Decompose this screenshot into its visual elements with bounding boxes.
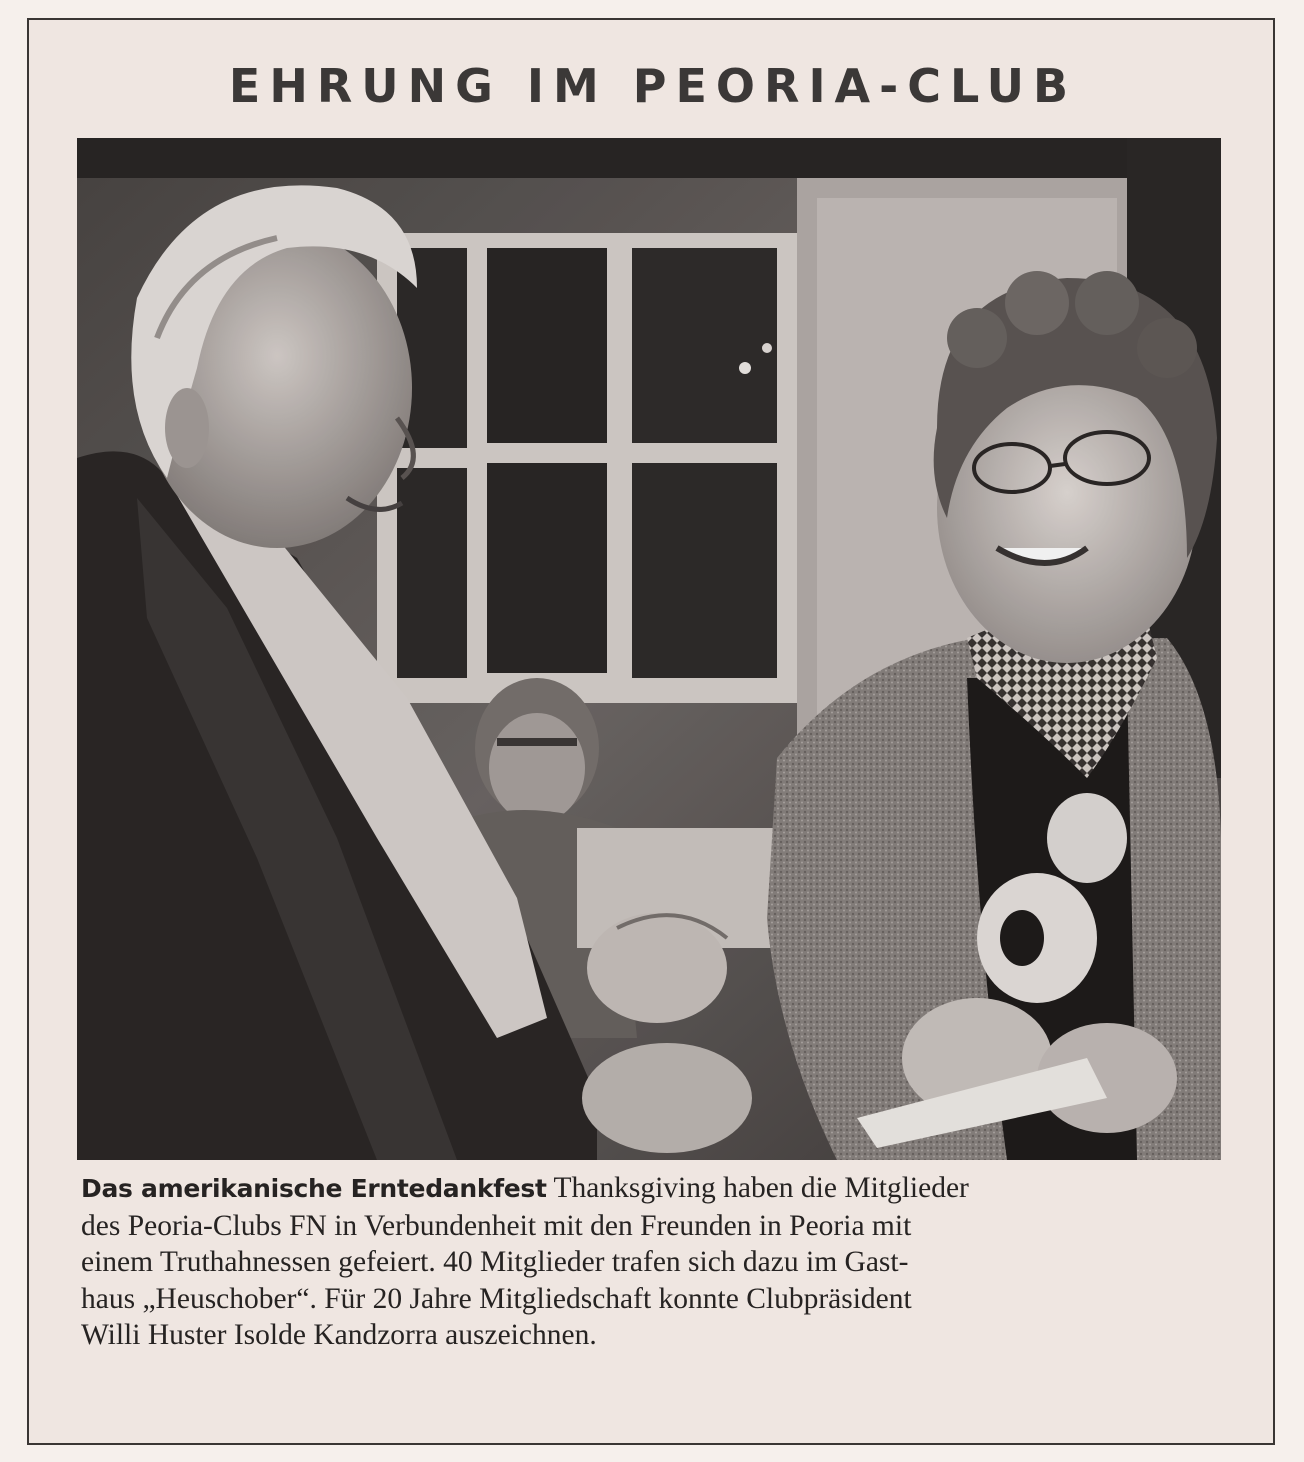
caption-line-1-rest: Thanksgiving haben die Mitglieder [546, 1172, 969, 1204]
headline: EHRUNG IM PEORIA-CLUB [228, 59, 1078, 113]
caption-line-4: haus „Heuschober“. Für 20 Jahre Mitgliedschaft konnte Clubpräsident [81, 1282, 912, 1315]
caption-lead: Das amerikanische Erntedankfest [81, 1174, 547, 1203]
photo-illustration [77, 138, 1221, 1160]
caption-line-1 [81, 1170, 1221, 1208]
photo-caption [81, 1170, 1221, 1354]
caption-line-3: einem Truthahnessen gefeiert. 40 Mitglieder trafen sich dazu im Gast- [81, 1246, 909, 1278]
newspaper-clipping [27, 18, 1275, 1445]
news-photo [77, 138, 1221, 1160]
caption-line-5: Willi Huster Isolde Kandzorra auszeichnen. [81, 1319, 597, 1351]
caption-line-2: des Peoria-Clubs FN in Verbundenheit mit den Freunden in Peoria mit [81, 1209, 912, 1242]
